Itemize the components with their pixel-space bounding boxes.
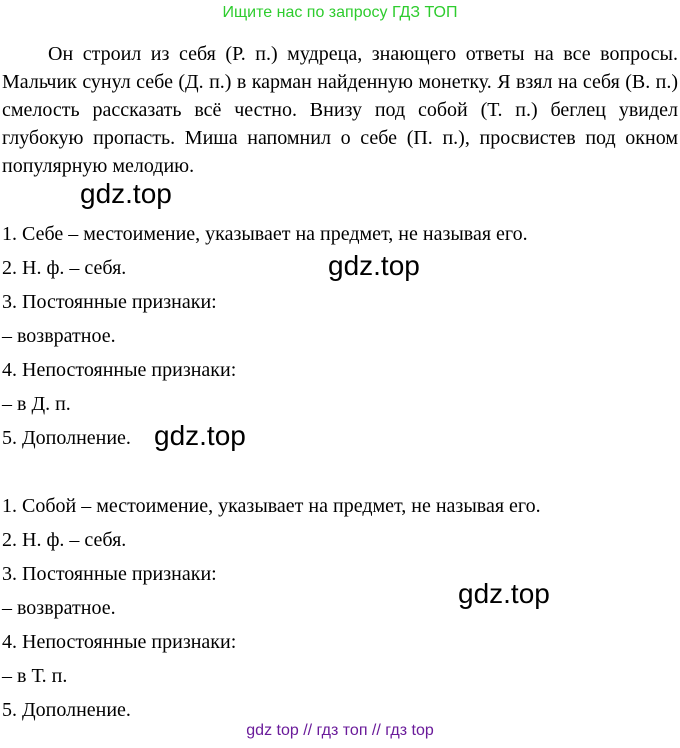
analysis-1-line-2: 2. Н. ф. – себя. (2, 257, 127, 279)
analysis-2-line-7: 5. Дополнение. (2, 699, 131, 721)
analysis-1-line-7: 5. Дополнение. (2, 427, 131, 449)
search-banner[interactable]: Ищите нас по запросу ГДЗ ТОП (222, 4, 458, 21)
analysis-2-line-2: 2. Н. ф. – себя. (2, 529, 127, 551)
footer-links[interactable]: gdz top // гдз топ // гдз top (246, 722, 434, 739)
analysis-1-line-5: 4. Непостоянные признаки: (2, 359, 237, 381)
analysis-1-line-4: – возвратное. (2, 325, 116, 347)
analysis-1-line-3: 3. Постоянные признаки: (2, 291, 217, 313)
watermark: gdz.top (328, 250, 420, 281)
analysis-2-line-1: 1. Собой – местоимение, указывает на предмет, не называя его. (2, 495, 541, 517)
watermark: gdz.top (80, 178, 172, 209)
exercise-paragraph: Он строил из себя (Р. п.) мудреца, знающего ответы на все вопросы. Мальчик сунул себе (Д. п.) в карман найденную монетку. Я взял на себя (В. п.) смелость рассказать всё честно. Внизу под собой (Т. п.) беглец увидел глубокую пропасть. Миша напомнил о себе (П. п.), просвистев под окном популярную мелодию. (2, 43, 678, 177)
analysis-2-line-6: – в Т. п. (2, 665, 68, 687)
analysis-2-line-3: 3. Постоянные признаки: (2, 563, 217, 585)
analysis-1-line-6: – в Д. п. (2, 393, 71, 415)
analysis-2-line-4: – возвратное. (2, 597, 116, 619)
analysis-1-line-1: 1. Себе – местоимение, указывает на предмет, не называя его. (2, 223, 528, 245)
watermark: gdz.top (154, 420, 246, 451)
analysis-2-line-5: 4. Непостоянные признаки: (2, 631, 237, 653)
watermark: gdz.top (458, 578, 550, 609)
